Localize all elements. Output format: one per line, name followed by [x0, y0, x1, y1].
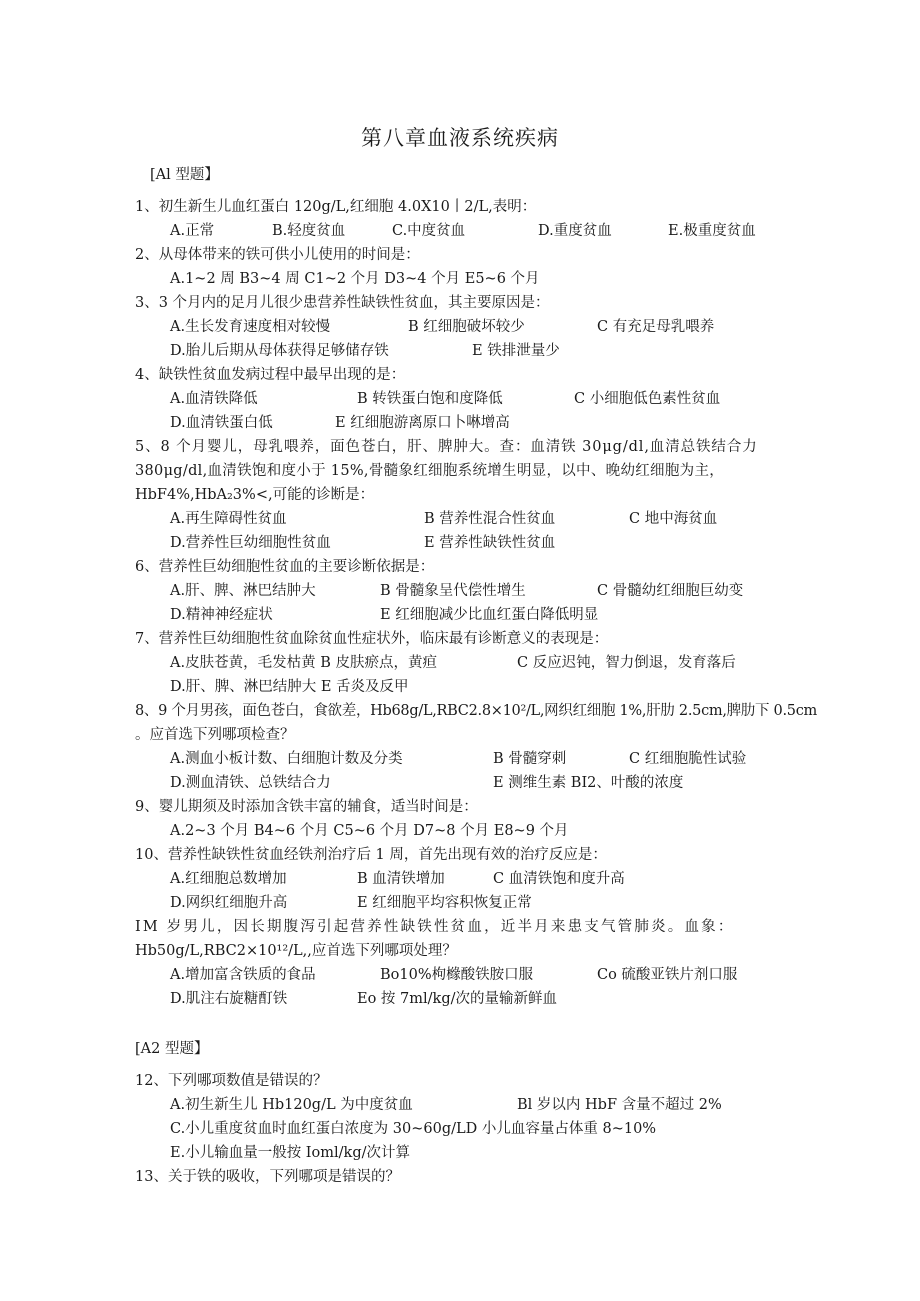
question-12-option-e: E.小儿输血量一般按 Ioml/kg/次计算 — [170, 1145, 410, 1161]
question-8-stem-line-1: 8、9 个月男孩，面色苍白，食欲差，Hb68g/L,RBC2.8×10²/L,网织红细胞 1%,肝肋 2.5cm,脾肋下 0.5cm — [135, 703, 817, 719]
question-13-stem: 13、关于铁的吸收，下列哪项是错误的？ — [135, 1169, 400, 1185]
question-7-options-de: D.肝、脾、淋巴结肿大 E 舌炎及反甲 — [170, 679, 409, 695]
question-10-option-c: C 血清铁饱和度升高 — [493, 871, 625, 887]
question-6-option-b: B 骨髓象呈代偿性增生 — [380, 583, 526, 599]
question-11-stem-line-2: Hb50g/L,RBC2×10¹²/L,,应首选下列哪项处理？ — [135, 943, 457, 959]
question-12-option-a: A.初生新生儿 Hb120g/L 为中度贫血 — [170, 1097, 413, 1113]
question-8-option-b: B 骨髓穿刺 — [493, 751, 567, 767]
question-2-stem: 2、从母体带来的铁可供小儿使用的时间是： — [135, 247, 420, 263]
question-1-stem: 1、初生新生儿血红蛋白 120g/L,红细胞 4.0X10丨2/L,表明： — [135, 199, 537, 215]
question-1-option-e: E.极重度贫血 — [668, 223, 756, 239]
question-11-option-a: A.增加富含铁质的食品 — [170, 967, 316, 983]
question-12-options-cd: C.小儿重度贫血时血红蛋白浓度为 30~60g/LD 小儿血容量占体重 8~10% — [170, 1121, 657, 1137]
question-5-option-d: D.营养性巨幼细胞性贫血 — [170, 535, 331, 551]
question-5-option-e: E 营养性缺铁性贫血 — [424, 535, 556, 551]
question-10-option-b: B 血清铁增加 — [357, 871, 445, 887]
question-4-option-a: A.血清铁降低 — [170, 391, 258, 407]
question-3-option-c: C 有充足母乳喂养 — [597, 319, 715, 335]
question-6-option-a: A.肝、脾、淋巴结肿大 — [170, 583, 316, 599]
question-9-options: A.2~3 个月 B4~6 个月 C5~6 个月 D7~8 个月 E8~9 个月 — [170, 823, 569, 839]
question-1-option-c: C.中度贫血 — [392, 223, 466, 239]
section-a2-heading: [A2 型题】 — [135, 1041, 209, 1057]
question-3-option-b: B 红细胞破坏较少 — [408, 319, 525, 335]
question-5-option-a: A.再生障碍性贫血 — [170, 511, 287, 527]
question-5-option-c: C 地中海贫血 — [629, 511, 718, 527]
question-6-option-c: C 骨髓幼红细胞巨幼变 — [597, 583, 744, 599]
question-10-option-a: A.红细胞总数增加 — [170, 871, 287, 887]
question-3-stem: 3、3 个月内的足月儿很少患营养性缺铁性贫血，其主要原因是： — [135, 295, 550, 311]
question-8-stem-line-2: 。应首选下列哪项检查？ — [135, 727, 295, 743]
question-6-option-d: D.精神神经症状 — [170, 607, 273, 623]
question-8-option-a: A.测血小板计数、白细胞计数及分类 — [170, 751, 403, 767]
question-12-stem: 12、下列哪项数值是错误的？ — [135, 1073, 328, 1089]
question-5-stem-line-3: HbF4%,HbA₂3%<,可能的诊断是： — [135, 487, 375, 503]
question-9-stem: 9、婴儿期须及时添加含铁丰富的辅食，适当时间是： — [135, 799, 478, 815]
question-12-option-b: Bl 岁以内 HbF 含量不超过 2% — [517, 1097, 722, 1113]
question-10-option-e: E 红细胞平均容积恢复正常 — [357, 895, 532, 911]
question-10-stem: 10、营养性缺铁性贫血经铁剂治疗后 1 周，首先出现有效的治疗反应是： — [135, 847, 607, 863]
question-4-option-d: D.血清铁蛋白低 — [170, 415, 273, 431]
question-7-option-c: C 反应迟钝，智力倒退，发育落后 — [517, 655, 736, 671]
question-6-stem: 6、营养性巨幼细胞性贫血的主要诊断依据是： — [135, 559, 435, 575]
question-4-option-e: E 红细胞游离原口卜啉增高 — [335, 415, 510, 431]
question-1-option-d: D.重度贫血 — [538, 223, 612, 239]
question-4-stem: 4、缺铁性贫血发病过程中最早出现的是： — [135, 367, 406, 383]
question-8-option-c: C 红细胞脆性试验 — [629, 751, 747, 767]
question-1-option-b: B.轻度贫血 — [272, 223, 346, 239]
question-10-option-d: D.网织红细胞升高 — [170, 895, 288, 911]
question-5-option-b: B 营养性混合性贫血 — [424, 511, 556, 527]
question-2-options: A.1~2 周 B3~4 周 C1~2 个月 D3~4 个月 E5~6 个月 — [170, 271, 540, 287]
question-11-option-d: D.肌注右旋糖酊铁 — [170, 991, 288, 1007]
question-11-option-b: Bo10%枸橼酸铁胺口服 — [380, 967, 534, 983]
question-11-stem-line-1: IM 岁男儿，因长期腹泻引起营养性缺铁性贫血，近半月来患支气管肺炎。血象： — [135, 919, 735, 935]
question-3-option-a: A.生长发育速度相对较慢 — [170, 319, 331, 335]
question-3-option-e: E 铁排泄量少 — [472, 343, 560, 359]
question-7-options-ab: A.皮肤苍黄，毛发枯黄 B 皮肤瘀点，黄疸 — [170, 655, 437, 671]
question-6-option-e: E 红细胞减少比血红蛋白降低明显 — [380, 607, 599, 623]
question-11-option-e: Eo 按 7ml/kg/次的量输新鲜血 — [357, 991, 557, 1007]
question-5-stem-line-2: 380μg/dl,血清铁饱和度小于 15%,骨髓象红细胞系统增生明显，以中、晚幼红细胞为主， — [135, 463, 725, 479]
question-1-option-a: A.正常 — [170, 223, 215, 239]
question-8-option-e: E 测维生素 BI2、叶酸的浓度 — [493, 775, 684, 791]
question-8-option-d: D.测血清铁、总铁结合力 — [170, 775, 331, 791]
question-3-option-d: D.胎儿后期从母体获得足够储存铁 — [170, 343, 389, 359]
question-5-stem-line-1: 5、8 个月婴儿，母乳喂养，面色苍白，肝、脾肿大。查：血清铁 30μg/dl,血清总铁结合力 — [135, 439, 758, 455]
section-a1-heading: [Al 型题】 — [150, 167, 219, 183]
page-title: 第八章血液系统疾病 — [361, 126, 559, 150]
question-11-option-c: Co 硫酸亚铁片剂口服 — [597, 967, 738, 983]
question-7-stem: 7、营养性巨幼细胞性贫血除贫血性症状外，临床最有诊断意义的表现是： — [135, 631, 609, 647]
question-4-option-c: C 小细胞低色素性贫血 — [574, 391, 721, 407]
question-4-option-b: B 转铁蛋白饱和度降低 — [357, 391, 503, 407]
